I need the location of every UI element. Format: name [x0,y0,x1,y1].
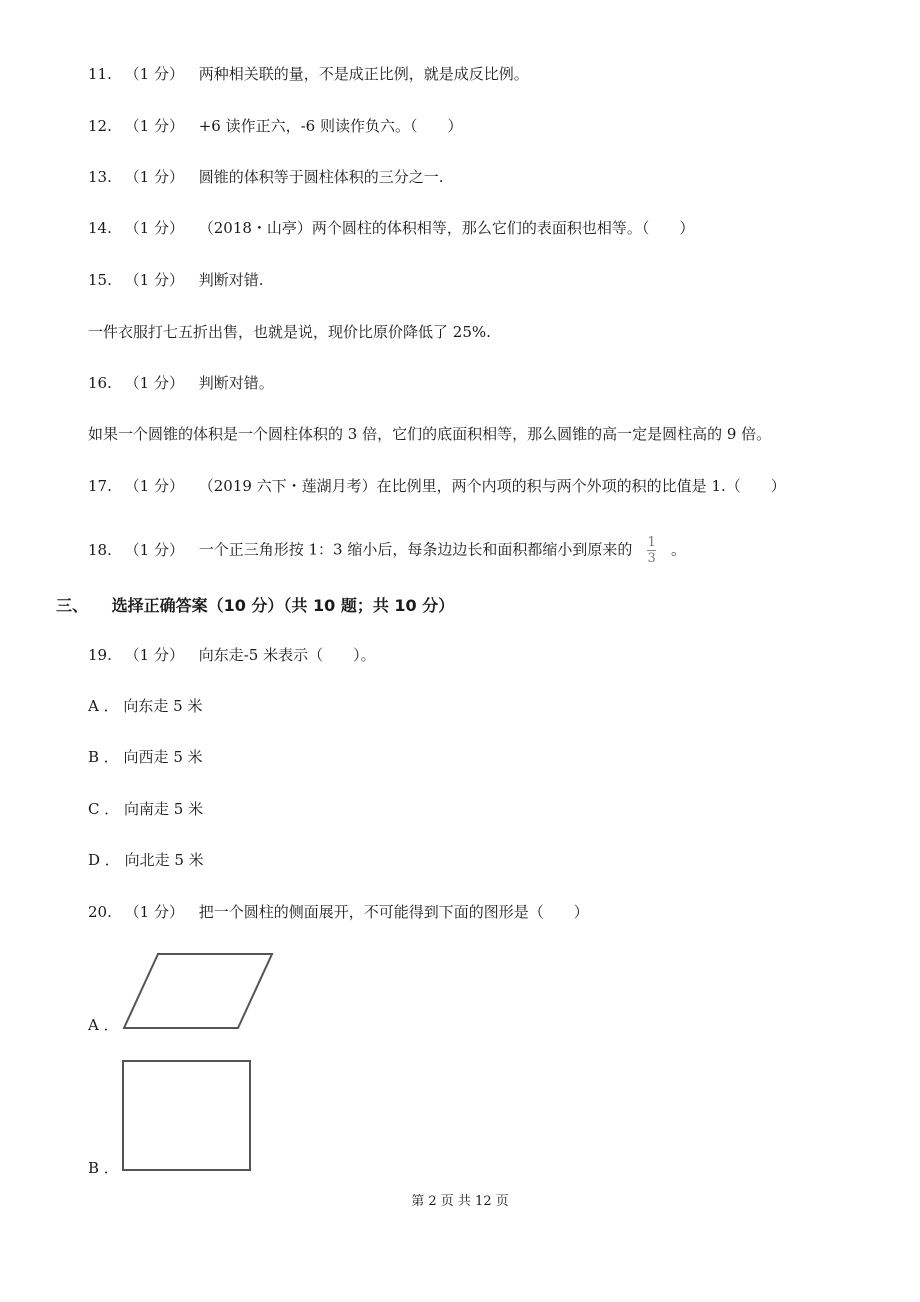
question-tail: 。 [670,540,686,559]
question-text: +6 读作正六，-6 则读作负六。（ ） [198,117,463,135]
question-points: （1 分） [124,117,184,135]
question-points: （1 分） [124,65,184,83]
square-figure[interactable] [120,1058,254,1174]
question-16-detail: 如果一个圆锥的体积是一个圆柱体积的 3 倍，它们的底面积相等，那么圆锥的高一定是圆柱高的 9 倍。 [88,425,772,443]
option-a[interactable]: A ． 向东走 5 米 [88,697,203,715]
question-text: 向东走-5 米表示（ ）。 [198,646,376,664]
option-d[interactable]: D ． 向北走 5 米 [88,851,204,869]
question-15 [88,269,264,291]
question-20 [88,901,589,923]
question-number: 14. [88,219,112,237]
question-text: 判断对错. [198,271,264,289]
question-number: 19. [88,646,112,664]
question-14 [88,217,694,239]
question-15-detail: 一件衣服打七五折出售，也就是说，现价比原价降低了 25%. [88,323,491,341]
question-text: 判断对错。 [198,374,274,392]
option-a-label[interactable]: A ． [88,1016,119,1034]
question-12 [88,115,463,137]
section-number: 三、 [56,596,89,615]
question-11 [88,63,529,85]
fraction-numerator: 1 [647,535,656,550]
question-points: （1 分） [124,540,184,559]
question-13 [88,166,444,188]
fraction-denominator: 3 [647,551,656,566]
question-text: 圆锥的体积等于圆柱体积的三分之一. [198,168,444,186]
option-b-label[interactable]: B ． [88,1159,119,1177]
question-19 [88,644,376,666]
question-text: 把一个圆柱的侧面展开，不可能得到下面的图形是（ ） [198,903,589,921]
option-c[interactable]: C ． 向南走 5 米 [88,800,204,818]
question-number: 18. [88,540,112,559]
question-text: （2019 六下・莲湖月考）在比例里，两个内项的积与两个外项的积的比值是 1.（ ） [198,477,786,495]
option-b[interactable]: B ． 向西走 5 米 [88,748,203,766]
question-number: 13. [88,168,112,186]
page-footer: 第 2 页 共 12 页 [411,1194,509,1209]
section-title: 选择正确答案（10 分）（共 10 题；共 10 分） [111,596,455,615]
question-text: （2018・山亭）两个圆柱的体积相等，那么它们的表面积也相等。（ ） [198,219,695,237]
question-text: 一个正三角形按 1：3 缩小后，每条边边长和面积都缩小到原来的 [198,540,633,559]
question-points: （1 分） [124,646,184,664]
question-points: （1 分） [124,374,184,392]
question-number: 12. [88,117,112,135]
question-points: （1 分） [124,271,184,289]
question-number: 20. [88,903,112,921]
fraction [647,536,656,565]
question-text: 两种相关联的量，不是成正比例，就是成反比例。 [198,65,529,83]
question-number: 16. [88,374,112,392]
section-heading [56,593,454,616]
question-18 [88,536,686,565]
question-number: 17. [88,477,112,495]
parallelogram-figure[interactable] [120,950,276,1032]
question-number: 15. [88,271,112,289]
question-points: （1 分） [124,903,184,921]
question-points: （1 分） [124,168,184,186]
question-number: 11. [88,65,112,83]
question-points: （1 分） [124,219,184,237]
question-points: （1 分） [124,477,184,495]
question-17 [88,475,786,497]
question-16 [88,372,274,394]
